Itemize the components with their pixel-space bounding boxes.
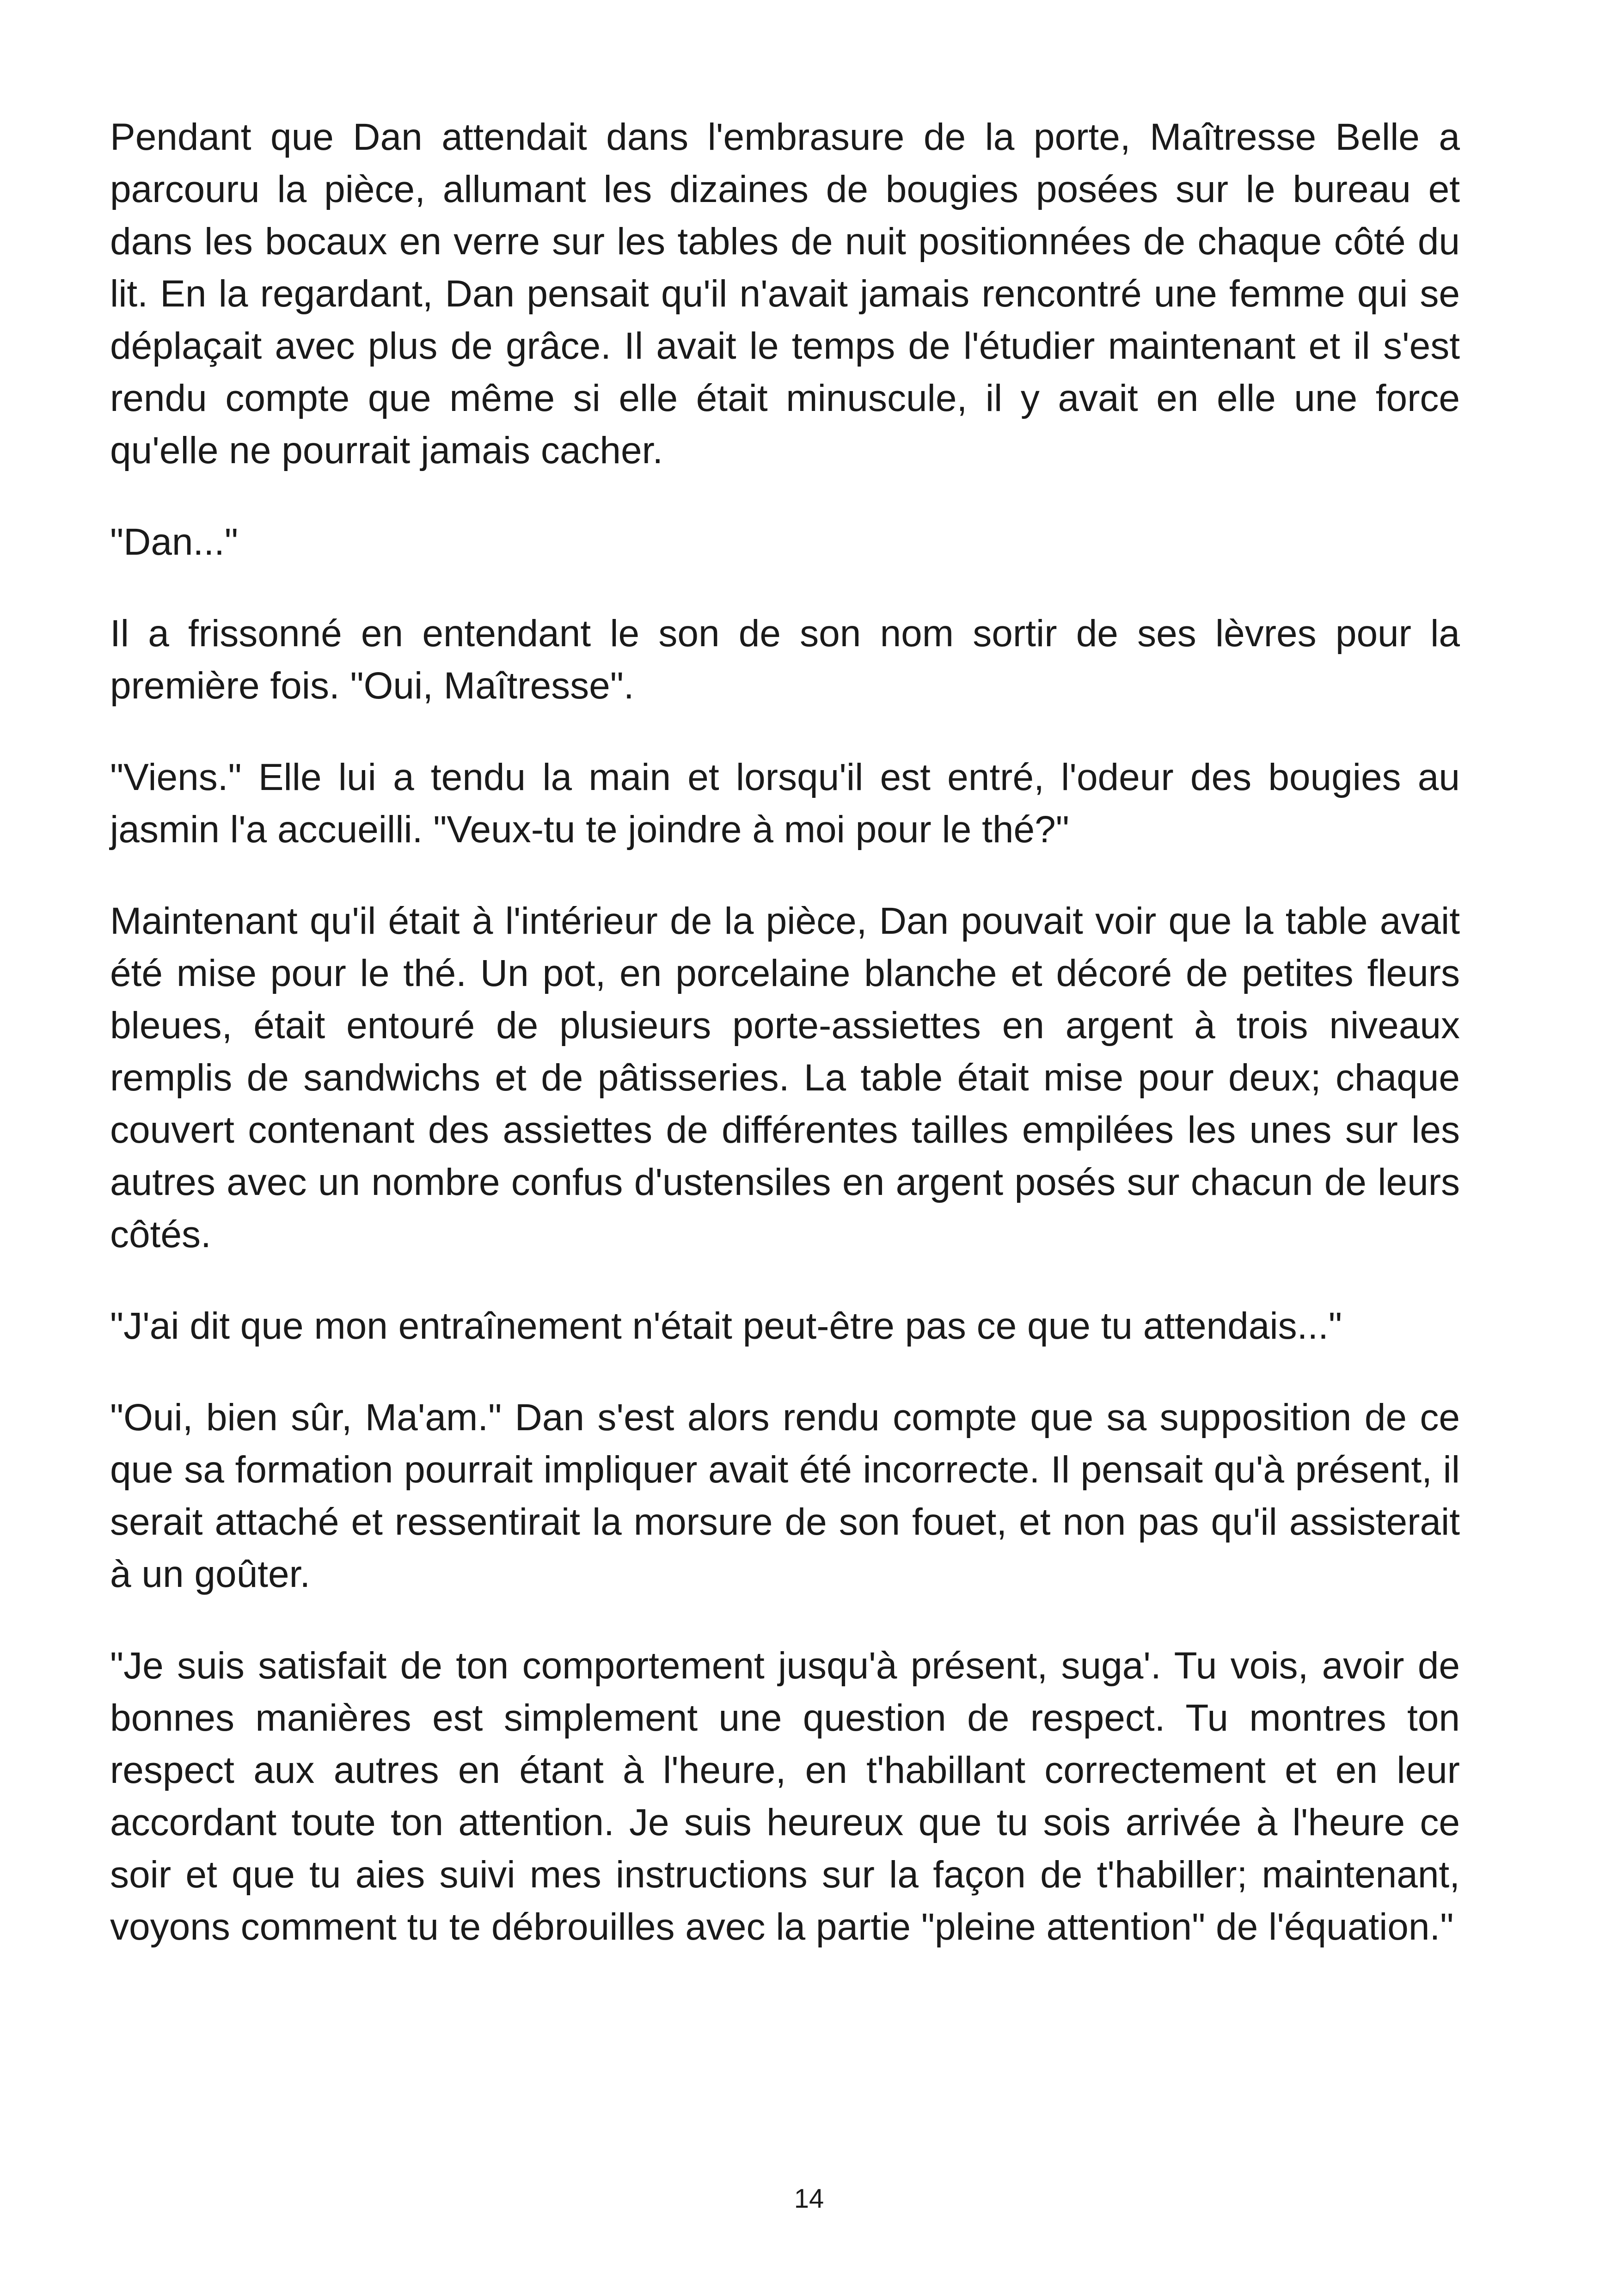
paragraph-6: "J'ai dit que mon entraînement n'était peut-être pas ce que tu attendais..." (110, 1305, 1342, 1347)
paragraph-2: "Dan..." (110, 521, 238, 563)
paragraph-1: Pendant que Dan attendait dans l'embrasure de la porte, Maîtresse Belle a parcouru la pièce, allumant les dizaines de bougies posées sur le bureau et dans les bocaux en verre sur les tables de nuit positionnées de chaque côté du lit. En la regardant, Dan pensait qu'il n'avait jamais rencontré une femme qui se déplaçait avec plus de grâce. Il avait le temps de l'étudier maintenant et il s'est rendu compte que même si elle était minuscule, il y avait en elle une force qu'elle ne pourrait jamais cacher. (110, 116, 1460, 471)
paragraph-5: Maintenant qu'il était à l'intérieur de la pièce, Dan pouvait voir que la table avait été mise pour le thé. Un pot, en porcelaine blanche et décoré de petites fleurs bleues, était entouré de plusieurs porte-assiettes en argent à trois niveaux remplis de sandwichs et de pâtisseries. La table était mise pour deux; chaque couvert contenant des assiettes de différentes tailles empilées les unes sur les autres avec un nombre confus d'ustensiles en argent posés sur chacun de leurs côtés. (110, 900, 1460, 1255)
paragraph-8: "Je suis satisfait de ton comportement jusqu'à présent, suga'. Tu vois, avoir de bonnes manières est simplement une question de respect. Tu montres ton respect aux autres en étant à l'heure, en t'habillant correctement et en leur accordant toute ton attention. Je suis heureux que tu sois arrivée à l'heure ce soir et que tu aies suivi mes instructions sur la façon de t'habiller; maintenant, voyons comment tu te débrouilles avec la partie "pleine attention" de l'équation." (110, 1645, 1460, 1948)
page-number: 14 (794, 2184, 824, 2214)
paragraph-7: "Oui, bien sûr, Ma'am." Dan s'est alors rendu compte que sa supposition de ce que sa formation pourrait impliquer avait été incorrecte. Il pensait qu'à présent, il serait attaché et ressentirait la morsure de son fouet, et non pas qu'il assisterait à un goûter. (110, 1396, 1460, 1595)
paragraph-4: "Viens." Elle lui a tendu la main et lorsqu'il est entré, l'odeur des bougies au jasmin l'a accueilli. "Veux-tu te joindre à moi pour le thé?" (110, 756, 1460, 851)
page-body (110, 111, 1460, 1992)
paragraph-3: Il a frissonné en entendant le son de son nom sortir de ses lèvres pour la première fois. "Oui, Maîtresse". (110, 612, 1460, 707)
